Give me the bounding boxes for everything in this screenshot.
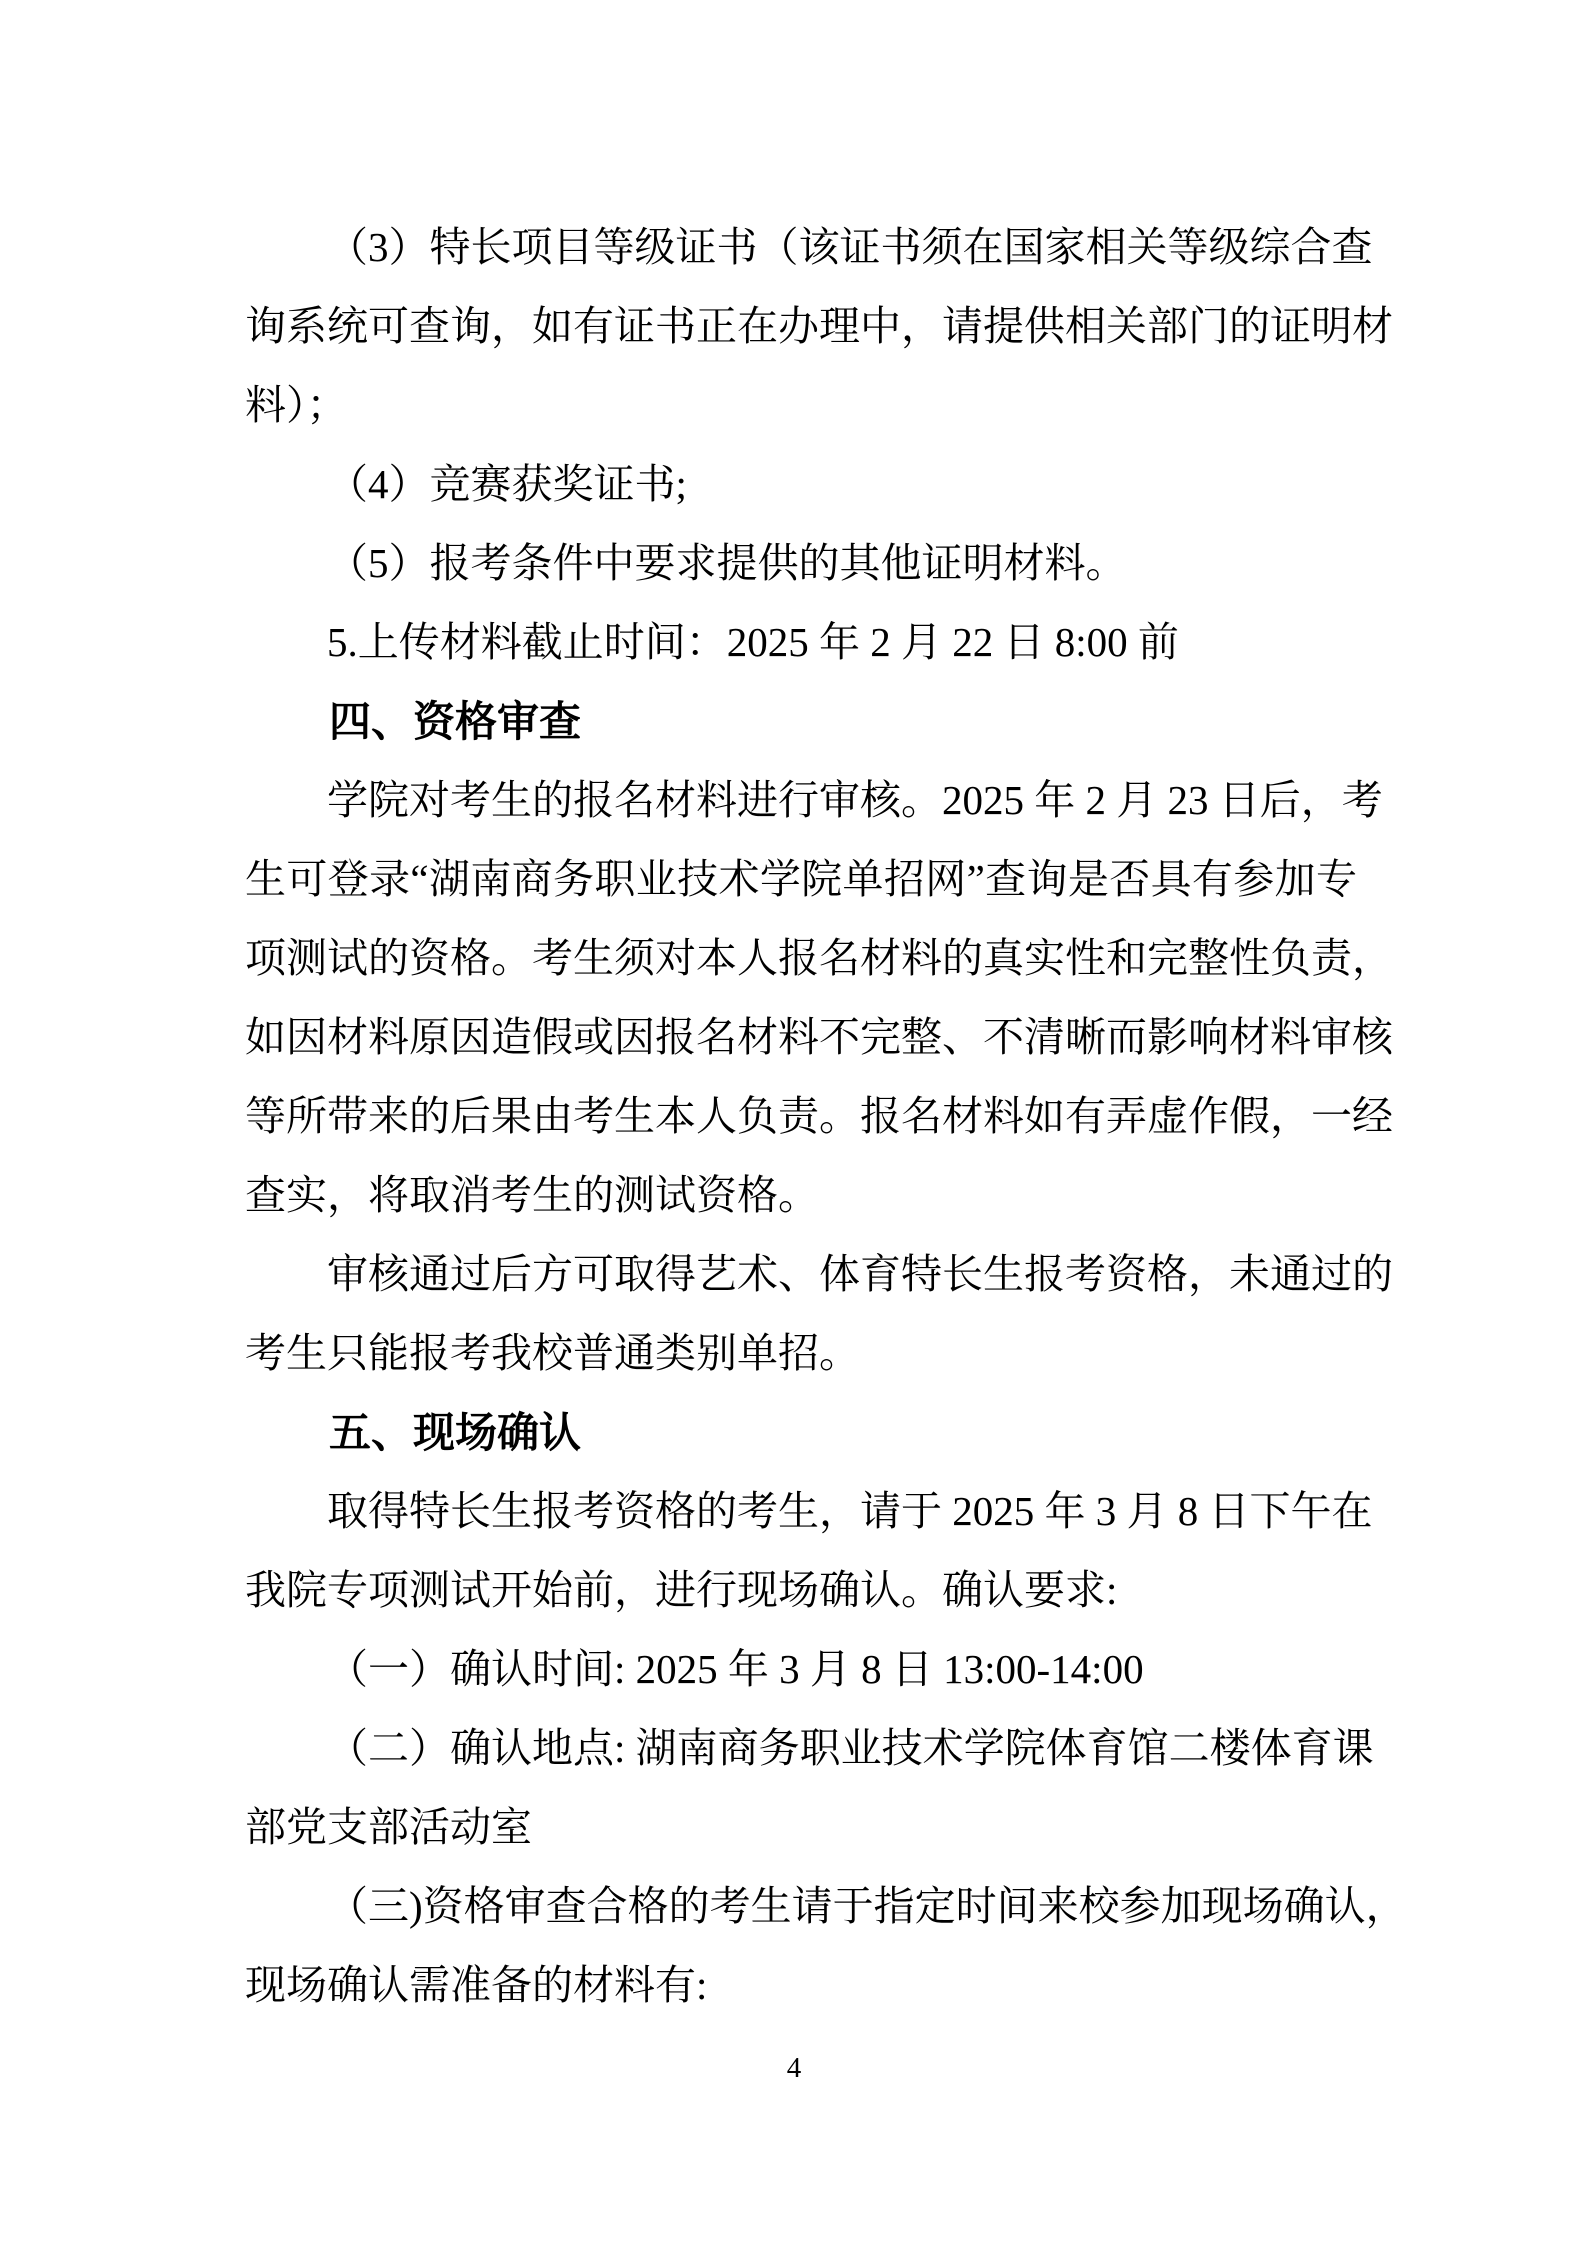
text-line: 现场确认需准备的材料有: <box>245 1962 708 2008</box>
text-line: 学院对考生的报名材料进行审核。2025 年 2 月 23 日后，考 <box>327 777 1383 823</box>
text-line: 询系统可查询，如有证书正在办理中，请提供相关部门的证明材 <box>245 303 1393 349</box>
text-line: 5.上传材料截止时间：2025 年 2 月 22 日 8:00 前 <box>327 619 1179 665</box>
text-line: 查实，将取消考生的测试资格。 <box>245 1172 819 1218</box>
text-line: 取得特长生报考资格的考生，请于 2025 年 3 月 8 日下午在 <box>327 1488 1373 1534</box>
document-body <box>245 208 1407 2025</box>
text-line: 我院专项测试开始前，进行现场确认。确认要求: <box>245 1567 1118 1613</box>
text-line: 生可登录“湖南商务职业技术学院单招网”查询是否具有参加专 <box>245 856 1357 902</box>
text-line: 项测试的资格。考生须对本人报名材料的真实性和完整性负责， <box>245 935 1393 981</box>
text-line: 料）； <box>245 382 348 428</box>
text-line: 等所带来的后果由考生本人负责。报名材料如有弄虚作假，一经 <box>245 1093 1393 1139</box>
text-line: （4）竞赛获奖证书; <box>327 461 687 507</box>
text-line: 部党支部活动室 <box>245 1804 532 1850</box>
text-line: 审核通过后方可取得艺术、体育特长生报考资格，未通过的 <box>327 1251 1393 1297</box>
text-line: （5）报考条件中要求提供的其他证明材料。 <box>327 540 1127 586</box>
text-line: 如因材料原因造假或因报名材料不完整、不清晰而影响材料审核 <box>245 1014 1393 1060</box>
text-line: 考生只能报考我校普通类别单招。 <box>245 1330 860 1376</box>
text-line: （三)资格审查合格的考生请于指定时间来校参加现场确认， <box>327 1883 1407 1929</box>
section-heading-qualification-review: 四、资格审查 <box>329 698 582 745</box>
text-line: （3）特长项目等级证书（该证书须在国家相关等级综合查 <box>327 224 1373 270</box>
page-number: 4 <box>786 2052 802 2084</box>
text-line: （一）确认时间: 2025 年 3 月 8 日 13:00-14:00 <box>327 1646 1144 1692</box>
section-heading-onsite-confirmation: 五、现场确认 <box>329 1409 582 1456</box>
text-line: （二）确认地点: 湖南商务职业技术学院体育馆二楼体育课 <box>327 1725 1374 1771</box>
